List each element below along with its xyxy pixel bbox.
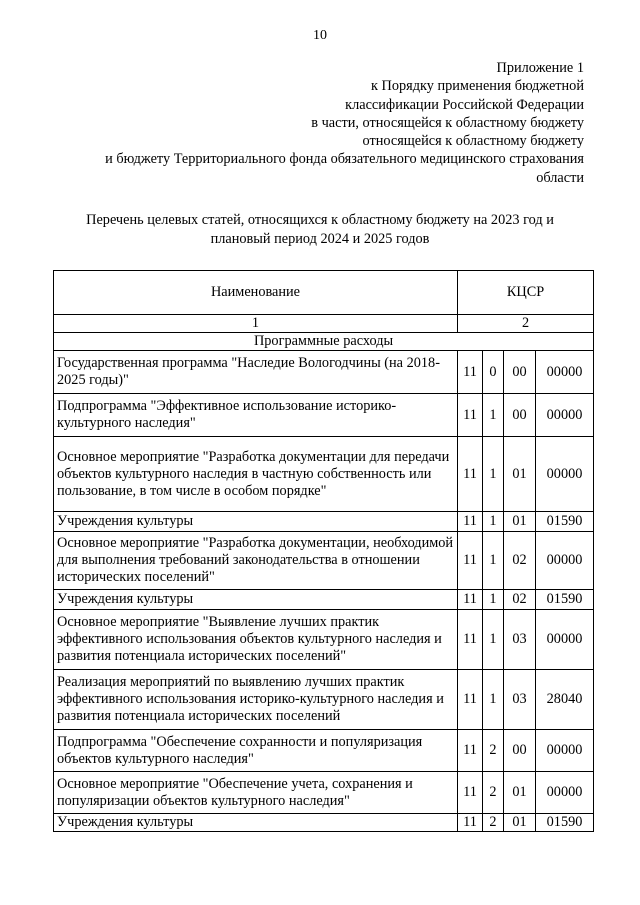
appendix-line: классификации Российской Федерации	[345, 96, 584, 113]
code-part-1: 11	[458, 394, 483, 437]
appendix-line: относящейся к областному бюджету	[362, 133, 584, 150]
code-part-3: 00	[504, 730, 536, 772]
row-name: Учреждения культуры	[54, 512, 458, 532]
header-code: КЦСР	[458, 271, 594, 315]
code-part-1: 11	[458, 351, 483, 394]
section-title: Программные расходы	[54, 333, 594, 351]
code-part-1: 11	[458, 730, 483, 772]
code-part-3: 01	[504, 814, 536, 832]
table-row	[54, 437, 594, 512]
row-name: Государственная программа "Наследие Вологодчины (на 2018-2025 годы)"	[54, 351, 458, 394]
code-part-3: 03	[504, 610, 536, 670]
code-part-2: 1	[483, 610, 504, 670]
appendix-line: к Порядку применения бюджетной	[371, 78, 584, 95]
code-part-4: 00000	[536, 437, 594, 512]
code-part-3: 02	[504, 532, 536, 590]
appendix-line: в части, относящейся к областному бюджету	[311, 114, 584, 131]
code-part-3: 02	[504, 590, 536, 610]
row-name: Основное мероприятие "Разработка документации для передачи объектов культурного наследия в частную собственность или пользование, в том числе в особом порядке"	[54, 437, 458, 512]
table-row	[54, 351, 594, 394]
table-row	[54, 512, 594, 532]
table-row	[54, 772, 594, 814]
table-header-row	[54, 271, 594, 315]
row-name: Основное мероприятие "Обеспечение учета, сохранения и популяризации объектов культурного наследия"	[54, 772, 458, 814]
code-part-4: 00000	[536, 772, 594, 814]
code-part-1: 11	[458, 772, 483, 814]
code-part-2: 1	[483, 670, 504, 730]
document-title	[40, 211, 600, 248]
target-articles-table	[53, 270, 594, 832]
code-part-2: 2	[483, 772, 504, 814]
table-row	[54, 730, 594, 772]
section-row	[54, 333, 594, 351]
code-part-2: 0	[483, 351, 504, 394]
code-part-4: 00000	[536, 730, 594, 772]
column-number-2: 2	[458, 315, 594, 333]
code-part-2: 1	[483, 394, 504, 437]
column-number-row	[54, 315, 594, 333]
row-name: Реализация мероприятий по выявлению лучших практик эффективного использования историко-культурного наследия и развития потенциала исторических поселений	[54, 670, 458, 730]
code-part-3: 01	[504, 512, 536, 532]
code-part-4: 00000	[536, 394, 594, 437]
title-line: Перечень целевых статей, относящихся к областному бюджету на 2023 год и	[86, 212, 554, 228]
appendix-line: и бюджету Территориального фонда обязательного медицинского страхования	[105, 151, 584, 168]
code-part-1: 11	[458, 814, 483, 832]
code-part-1: 11	[458, 590, 483, 610]
code-part-2: 1	[483, 512, 504, 532]
code-part-4: 01590	[536, 814, 594, 832]
table-row	[54, 532, 594, 590]
code-part-2: 2	[483, 730, 504, 772]
page-number: 10	[313, 28, 327, 43]
appendix-line: Приложение 1	[496, 60, 584, 76]
code-part-1: 11	[458, 437, 483, 512]
row-name: Подпрограмма "Обеспечение сохранности и популяризация объектов культурного наследия"	[54, 730, 458, 772]
table-row	[54, 590, 594, 610]
code-part-4: 00000	[536, 532, 594, 590]
table-row	[54, 394, 594, 437]
code-part-3: 00	[504, 394, 536, 437]
header-name: Наименование	[54, 271, 458, 315]
row-name: Учреждения культуры	[54, 814, 458, 832]
code-part-4: 01590	[536, 512, 594, 532]
code-part-2: 1	[483, 532, 504, 590]
code-part-2: 2	[483, 814, 504, 832]
appendix-header	[44, 59, 584, 187]
code-part-2: 1	[483, 437, 504, 512]
code-part-1: 11	[458, 512, 483, 532]
column-number-1: 1	[54, 315, 458, 333]
code-part-3: 01	[504, 772, 536, 814]
code-part-4: 28040	[536, 670, 594, 730]
code-part-4: 01590	[536, 590, 594, 610]
table-row	[54, 814, 594, 832]
row-name: Основное мероприятие "Разработка документации, необходимой для выполнения требований законодательства в отношении исторических поселений"	[54, 532, 458, 590]
code-part-1: 11	[458, 532, 483, 590]
code-part-3: 00	[504, 351, 536, 394]
code-part-4: 00000	[536, 610, 594, 670]
title-line: плановый период 2024 и 2025 годов	[210, 230, 430, 247]
row-name: Учреждения культуры	[54, 590, 458, 610]
code-part-1: 11	[458, 670, 483, 730]
row-name: Подпрограмма "Эффективное использование историко-культурного наследия"	[54, 394, 458, 437]
table-row	[54, 670, 594, 730]
code-part-4: 00000	[536, 351, 594, 394]
code-part-1: 11	[458, 610, 483, 670]
appendix-line: области	[536, 169, 584, 186]
table-row	[54, 610, 594, 670]
code-part-3: 03	[504, 670, 536, 730]
row-name: Основное мероприятие "Выявление лучших практик эффективного использования объектов культурного наследия и развития потенциала исторических поселений"	[54, 610, 458, 670]
code-part-2: 1	[483, 590, 504, 610]
code-part-3: 01	[504, 437, 536, 512]
